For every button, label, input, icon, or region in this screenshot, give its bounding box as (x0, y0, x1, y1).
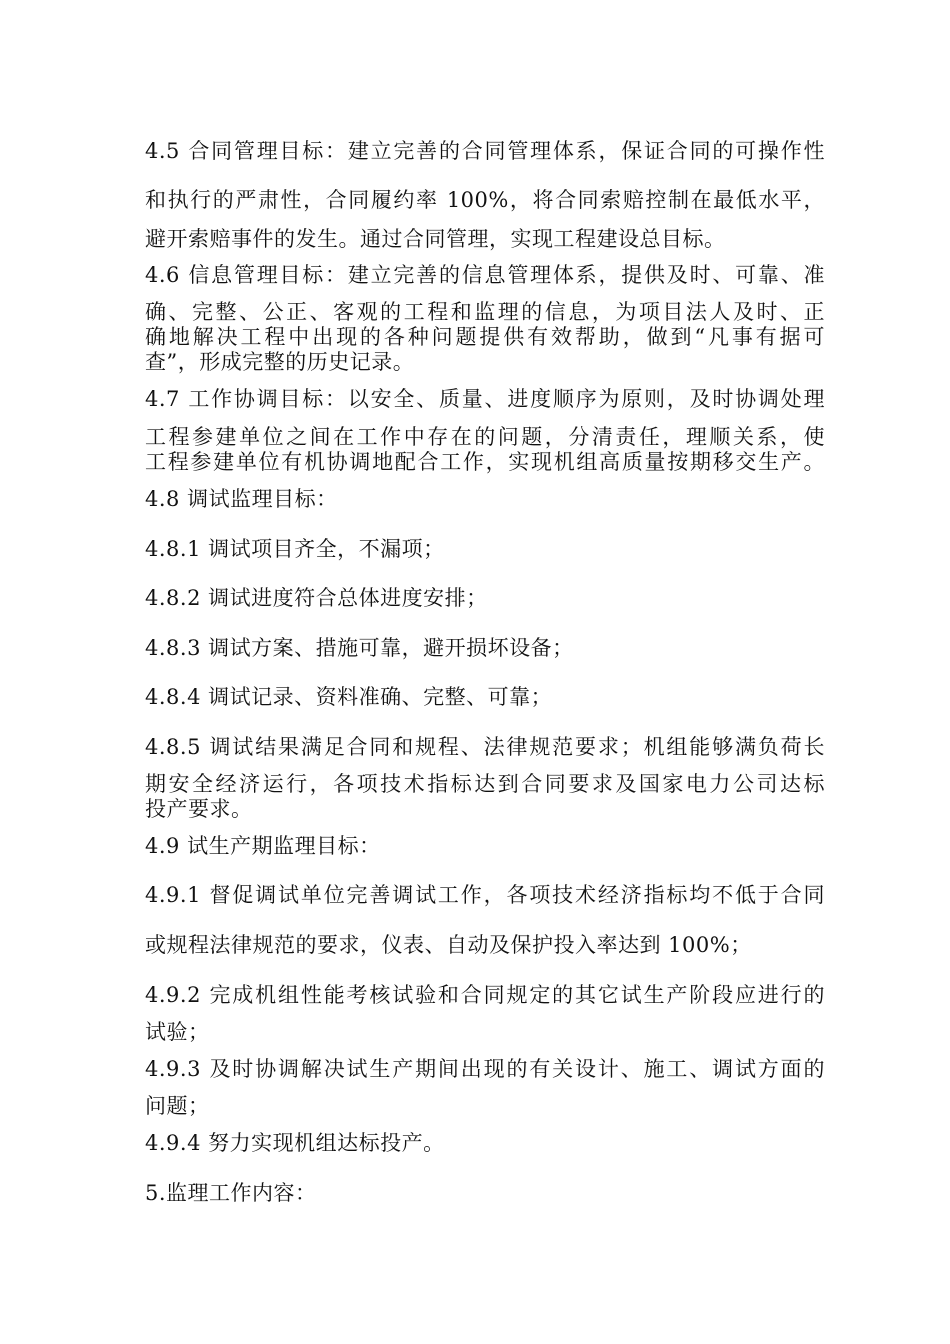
text-line: 期安全经济运行，各项技术指标达到合同要求及国家电力公司达标 (145, 772, 825, 796)
text-line: 问题； (145, 1094, 210, 1118)
text-line: 试验； (145, 1020, 210, 1044)
text-line: 4.8.5 调试结果满足合同和规程、法律规范要求；机组能够满负荷长 (145, 735, 825, 759)
text-line: 或规程法律规范的要求，仪表、自动及保护投入率达到 100%； (145, 933, 752, 957)
text-line: 4.9.1 督促调试单位完善调试工作，各项技术经济指标均不低于合同 (145, 883, 825, 907)
text-line: 工程参建单位之间在工作中存在的问题，分清责任，理顺关系，使 (145, 425, 825, 449)
text-line: 4.9.4 努力实现机组达标投产。 (145, 1131, 445, 1155)
text-line: 4.9 试生产期监理目标： (145, 834, 381, 858)
text-line: 4.6 信息管理目标：建立完善的信息管理体系，提供及时、可靠、准 (145, 263, 825, 287)
text-line: 4.5 合同管理目标：建立完善的合同管理体系，保证合同的可操作性 (145, 139, 825, 163)
text-line: 4.8.3 调试方案、措施可靠，避开损坏设备； (145, 636, 574, 660)
text-line: 确地解决工程中出现的各种问题提供有效帮助，做到“凡事有据可 (145, 325, 825, 349)
text-line: 4.8.1 调试项目齐全，不漏项； (145, 537, 445, 561)
text-line: 4.8.2 调试进度符合总体进度安排； (145, 586, 488, 610)
text-line: 查”，形成完整的历史记录。 (145, 350, 415, 374)
text-line: 和执行的严肃性，合同履约率 100%，将合同索赔控制在最低水平， (145, 188, 825, 212)
text-line: 避开索赔事件的发生。通过合同管理，实现工程建设总目标。 (145, 227, 726, 251)
text-line: 确、完整、公正、客观的工程和监理的信息，为项目法人及时、正 (145, 300, 825, 324)
section-heading: 5.监理工作内容： (145, 1181, 317, 1205)
text-line: 4.9.2 完成机组性能考核试验和合同规定的其它试生产阶段应进行的 (145, 983, 825, 1007)
text-line: 4.9.3 及时协调解决试生产期间出现的有关设计、施工、调试方面的 (145, 1057, 825, 1081)
text-line: 4.8.4 调试记录、资料准确、完整、可靠； (145, 685, 553, 709)
text-line: 4.8 调试监理目标： (145, 487, 338, 511)
text-line: 工程参建单位有机协调地配合工作，实现机组高质量按期移交生产。 (145, 450, 825, 474)
text-line: 4.7 工作协调目标：以安全、质量、进度顺序为原则，及时协调处理 (145, 387, 825, 411)
text-line: 投产要求。 (145, 797, 253, 821)
